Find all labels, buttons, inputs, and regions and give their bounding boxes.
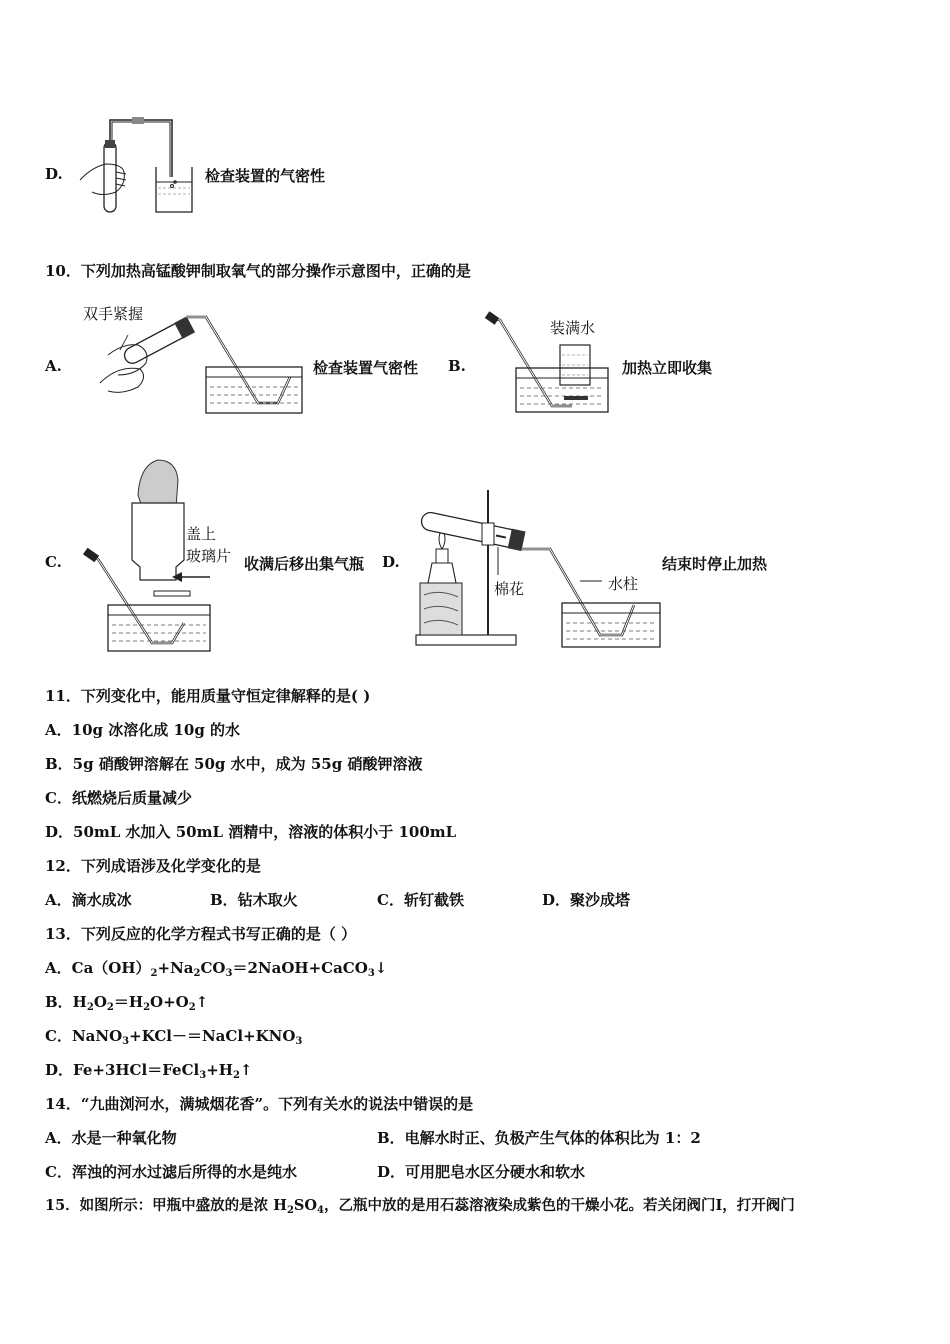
q10-c-caption: 收满后移出集气瓶 xyxy=(244,555,365,573)
q9-d-figure xyxy=(72,112,202,217)
q10-a-letter: A. xyxy=(45,357,62,375)
q10-b-caption: 加热立即收集 xyxy=(622,359,713,377)
q10-c-fig-label-1: 盖上 xyxy=(186,525,217,543)
q11-option-a: A．10g 冰溶化成 10g 的水 xyxy=(45,721,241,739)
q10-a-caption: 检查装置气密性 xyxy=(313,359,419,377)
q13-option-c: C．$NaNO_3+KCl-=NaCl+KNO_3$ xyxy=(45,1027,303,1047)
q12-option-c: C．斩钉截铁 xyxy=(377,891,464,909)
q10-d-fig-label-2: 水柱 xyxy=(608,575,639,593)
q10-c-fig-label-2: 玻璃片 xyxy=(186,547,232,565)
q12-stem: 12．下列成语涉及化学变化的是 xyxy=(45,857,261,875)
q10-d-caption: 结束时停止加热 xyxy=(662,555,768,573)
q13-stem: 13．下列反应的化学方程式书写正确的是（ ） xyxy=(45,925,357,943)
q10-d-fig-label-1: 棉花 xyxy=(494,580,525,598)
q14-option-c: C．浑浊的河水过滤后所得的水是纯水 xyxy=(45,1163,297,1181)
q12-option-b: B．钻木取火 xyxy=(210,891,298,909)
q12-option-a: A．滴水成冰 xyxy=(45,891,132,909)
q10-c-letter: C. xyxy=(45,553,62,571)
q10-b-fig-label: 装满水 xyxy=(550,319,596,337)
q13-option-d: D．$Fe+3HCl=FeCl_3+H_2↑$ xyxy=(45,1061,253,1081)
q14-option-a: A．水是一种氧化物 xyxy=(45,1129,177,1147)
q10-a-fig-label: 双手紧握 xyxy=(83,305,144,323)
q11-option-c: C．纸燃烧后质量减少 xyxy=(45,789,192,807)
q10-d-figure xyxy=(410,485,670,650)
q14-option-b: B．电解水时正、负极产生气体的体积比为 1：2 xyxy=(377,1129,701,1147)
q12-option-d: D．聚沙成塔 xyxy=(542,891,631,909)
q10-stem: 10．下列加热高锰酸钾制取氧气的部分操作示意图中，正确的是 xyxy=(45,262,471,280)
q13-option-b: B．$H_2O_2=H_2O+O_2↑$ xyxy=(45,993,209,1013)
q13-option-a: A．$Ca(OH)_2+Na_2CO_3=2NaOH+CaCO_3↓$ xyxy=(45,959,388,979)
q10-b-letter: B. xyxy=(448,357,466,375)
q11-option-d: D．50mL 水加入 50mL 酒精中，溶液的体积小于 100mL xyxy=(45,823,457,841)
q14-option-d: D．可用肥皂水区分硬水和软水 xyxy=(377,1163,586,1181)
q10-d-letter: D. xyxy=(382,553,400,571)
q14-stem: 14．“九曲浏河水，满城烟花香”。下列有关水的说法中错误的是 xyxy=(45,1095,474,1113)
q10-c-arrow xyxy=(172,570,210,584)
q9-d-letter: D. xyxy=(45,165,63,183)
q11-option-b: B．5g 硝酸钾溶解在 50g 水中，成为 55g 硝酸钾溶液 xyxy=(45,755,423,773)
q15-stem: 15．如图所示：甲瓶中盛放的是浓 $H_2SO_4$，乙瓶中放的是用石蕊溶液染成紫色的干燥小花。若关闭阀门Ⅰ，打开阀门 xyxy=(45,1197,795,1216)
q11-stem: 11．下列变化中，能用质量守恒定律解释的是( ) xyxy=(45,687,371,705)
q9-d-caption: 检查装置的气密性 xyxy=(205,167,326,185)
